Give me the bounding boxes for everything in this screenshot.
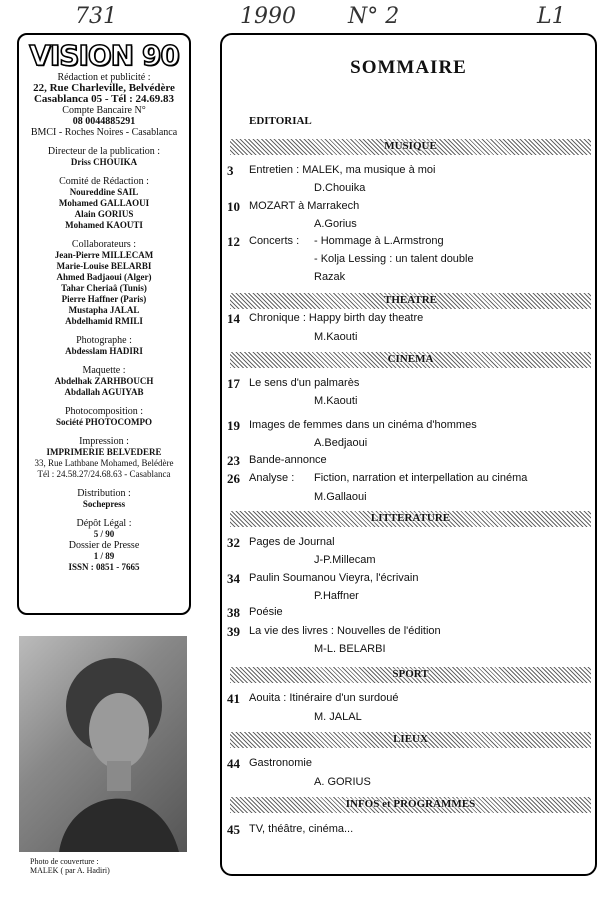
committee-member: Mohamed GALLAOUI xyxy=(58,198,150,208)
entry-subtitle: - Kolja Lessing : un talent double xyxy=(314,253,474,265)
handwritten-note-right: L1 xyxy=(537,4,566,29)
handwritten-note-year: 1990 xyxy=(240,4,296,29)
page-number: 38 xyxy=(227,605,240,620)
masthead-line: Rédaction et publicité : xyxy=(57,72,151,83)
page-number: 34 xyxy=(227,571,240,586)
printing-label: Impression : xyxy=(79,436,129,447)
entry-author: A.Gorius xyxy=(314,218,357,230)
photocomposition-name: Société PHOTOCOMPO xyxy=(55,417,153,427)
masthead-line: 08 0044885291 xyxy=(72,116,136,127)
entry-title: Images de femmes dans un cinéma d'hommes xyxy=(249,419,477,431)
page-number: 19 xyxy=(227,418,240,433)
layout-label: Maquette : xyxy=(82,365,126,376)
entry-title: Chronique : Happy birth day theatre xyxy=(249,312,424,324)
legal-deposit-value: 5 / 90 xyxy=(93,529,115,539)
photo-caption xyxy=(30,857,110,875)
collaborator: Jean-Pierre MILLECAM xyxy=(54,250,154,260)
entry-title: La vie des livres : Nouvelles de l'édition xyxy=(249,625,441,637)
section-title: SPORT xyxy=(392,668,429,680)
entry-title: Concerts : xyxy=(249,235,300,247)
entry-author: P.Haffner xyxy=(314,590,359,602)
entry-author: D.Chouika xyxy=(314,182,366,194)
section-title: CINEMA xyxy=(387,353,434,365)
collaborator: Ahmed Badjaoui (Alger) xyxy=(56,272,152,282)
photographer-label: Photographe : xyxy=(76,335,132,346)
cover-photo xyxy=(19,636,187,852)
handwritten-note-number: N° 2 xyxy=(348,4,400,29)
page-number: 32 xyxy=(227,535,240,550)
entry-author: M.Kaouti xyxy=(314,331,358,343)
toc-editorial: EDITORIAL xyxy=(249,115,312,127)
entry-title: Le sens d'un palmarès xyxy=(249,377,360,389)
entry-title: MOZART à Marrakech xyxy=(249,200,360,212)
entry-author: Razak xyxy=(314,271,346,283)
entry-title: Aouita : Itinéraire d'un surdoué xyxy=(249,692,399,704)
issn: ISSN : 0851 - 7665 xyxy=(68,562,140,572)
page-number: 17 xyxy=(227,376,240,391)
portrait-silhouette-icon xyxy=(19,636,187,852)
collaborator: Tahar Cheriaâ (Tunis) xyxy=(61,283,147,293)
entry-author: M.Gallaoui xyxy=(314,491,367,503)
handwritten-note-left: 731 xyxy=(75,4,117,29)
section-title: LIEUX xyxy=(393,733,428,745)
page-number: 39 xyxy=(227,624,240,639)
section-header-cinema xyxy=(230,352,591,368)
masthead-line: BMCI - Roches Noires - Casablanca xyxy=(30,127,178,138)
page-number: 41 xyxy=(227,691,240,706)
photocomposition-label: Photocomposition : xyxy=(64,406,144,417)
printer-name: IMPRIMERIE BELVEDERE xyxy=(46,447,162,457)
masthead-line: 22, Rue Charleville, Belvédère xyxy=(33,82,175,94)
section-title: MUSIQUE xyxy=(384,140,437,152)
caption-line: MALEK ( par A. Hadiri) xyxy=(30,866,110,875)
page-number: 12 xyxy=(227,234,240,249)
section-header-lieux xyxy=(230,732,591,748)
entry-title: Poésie xyxy=(249,606,283,618)
entry-author: M-L. BELARBI xyxy=(314,643,386,655)
section-header-sport xyxy=(230,667,591,683)
collaborator: Pierre Haffner (Paris) xyxy=(61,294,147,304)
entry-author: M. JALAL xyxy=(314,711,362,723)
director-label: Directeur de la publication : xyxy=(47,146,161,157)
magazine-logo: VISION 90 xyxy=(29,39,179,72)
director-name: Driss CHOUIKA xyxy=(70,157,138,167)
section-header-infos xyxy=(230,797,591,813)
entry-title: TV, théâtre, cinéma... xyxy=(249,823,354,835)
page-number: 23 xyxy=(227,453,240,468)
masthead-line: Casablanca 05 - Tél : 24.69.83 xyxy=(33,93,175,105)
section-header-musique xyxy=(230,139,591,155)
press-file-value: 1 / 89 xyxy=(93,551,115,561)
section-header-litterature xyxy=(230,511,591,527)
layout-person: Abdallah AGUIYAB xyxy=(64,387,144,397)
collaborators-label: Collaborateurs : xyxy=(71,239,137,250)
entry-title: Entretien : MALEK, ma musique à moi xyxy=(249,164,436,176)
page-title: SOMMAIRE xyxy=(350,57,467,78)
page-number: 45 xyxy=(227,822,240,837)
entry-author: J-P.Millecam xyxy=(314,554,376,566)
layout-person: Abdelhak ZARHBOUCH xyxy=(54,376,154,386)
page-number: 26 xyxy=(227,471,240,486)
caption-line: Photo de couverture : xyxy=(30,857,99,866)
entry-title: Gastronomie xyxy=(249,757,312,769)
legal-deposit-label: Dépôt Légal : xyxy=(76,518,132,529)
entry-title: Pages de Journal xyxy=(249,536,335,548)
entry-author: A. GORIUS xyxy=(314,776,371,788)
page-number: 10 xyxy=(227,199,240,214)
entry-title: Paulin Soumanou Vieyra, l'écrivain xyxy=(249,572,419,584)
press-file-label: Dossier de Presse xyxy=(68,540,140,551)
collaborator: Marie-Louise BELARBI xyxy=(56,261,152,271)
entry-subtitle: - Hommage à L.Armstrong xyxy=(314,235,444,247)
masthead-line: Compte Bancaire N° xyxy=(62,105,146,116)
table-of-contents xyxy=(220,33,597,876)
committee-label: Comité de Rédaction : xyxy=(59,176,149,187)
entry-author: M.Kaouti xyxy=(314,395,358,407)
entry-title: Bande-annonce xyxy=(249,454,327,466)
distribution-label: Distribution : xyxy=(77,488,131,499)
entry-title: Fiction, narration et interpellation au cinéma xyxy=(314,472,528,484)
section-title: LITTERATURE xyxy=(370,512,451,524)
section-title: THEATRE xyxy=(384,294,437,306)
entry-title: Analyse : xyxy=(249,472,295,484)
page-number: 44 xyxy=(227,756,240,771)
photographer-name: Abdesslam HADIRI xyxy=(65,346,143,356)
page-number: 3 xyxy=(227,163,234,178)
printer-phone: Tél : 24.58.27/24.68.63 - Casablanca xyxy=(37,469,171,479)
distribution-name: Sochepress xyxy=(82,499,126,509)
entry-author: A.Bedjaoui xyxy=(314,437,368,449)
printer-address: 33, Rue Lathbane Mohamed, Belédère xyxy=(34,458,174,468)
collaborator: Abdelhamid RMILI xyxy=(65,316,143,326)
committee-member: Mohamed KAOUTI xyxy=(65,220,143,230)
committee-member: Alain GORIUS xyxy=(74,209,134,219)
committee-member: Noureddine SAIL xyxy=(69,187,139,197)
collaborator: Mustapha JALAL xyxy=(68,305,140,315)
section-title: INFOS et PROGRAMMES xyxy=(345,798,476,810)
masthead-box xyxy=(17,33,191,615)
section-header-theatre xyxy=(230,293,591,309)
page-number: 14 xyxy=(227,311,240,326)
